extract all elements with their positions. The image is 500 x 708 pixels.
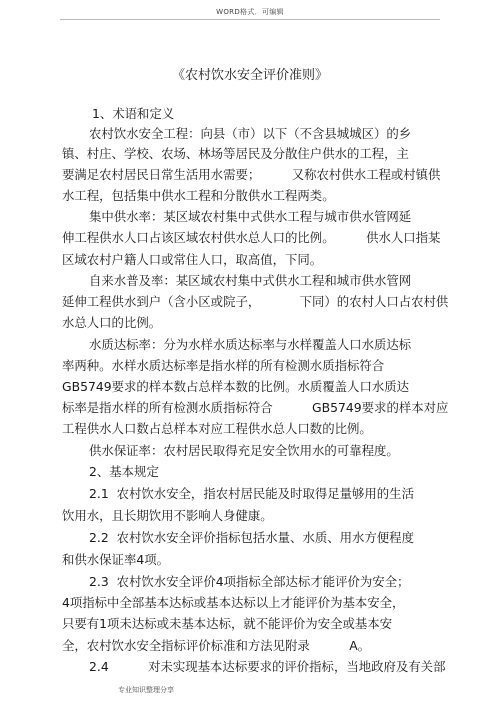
paragraph-line: 标率是指水样的所有检测水质指标符合 GB5749要求的样本对应: [62, 400, 449, 415]
section-heading-terms: 1、术语和定义: [92, 106, 175, 121]
paragraph-line: 伸工程供水人口占该区域农村供水总人口的比例。 供水人口指某: [62, 230, 441, 245]
paragraph-line: 只要有1项未达标或未基本达标，就不能评价为安全或基本安: [62, 616, 393, 631]
paragraph-line: 水总人口的比例。: [62, 315, 162, 330]
page-footer: 专业知识整理分享: [118, 686, 174, 694]
paragraph-line: GB5749要求的样本数占总样本数的比例。水质覆盖人口水质达: [62, 379, 410, 394]
paragraph-line: 镇、村庄、学校、农场、林场等居民及分散住户供水的工程，主: [62, 146, 409, 161]
paragraph-line: 2.3 农村饮水安全评价4项指标全部达标才能评价为安全；: [89, 574, 410, 589]
paragraph-line: 2.1 农村饮水安全，指农村居民能及时取得足量够用的生活: [89, 486, 414, 501]
section-heading-basic: 2、基本规定: [89, 464, 159, 479]
paragraph-line: 农村饮水安全工程：向县（市）以下（不含县城城区）的乡: [89, 126, 412, 141]
paragraph-line: 全，农村饮水安全指标评价标准和方法见附录 A。: [62, 638, 371, 653]
paragraph-line: 率两种。水样水质达标率是指水样的所有检测水质指标符合: [62, 358, 385, 373]
paragraph-line: 饮用水，且长期饮用不影响人身健康。: [62, 508, 273, 523]
paragraph-line: 自来水普及率：某区域农村集中式供水工程和城市供水管网: [89, 273, 412, 288]
document-title: 《农村饮水安全评价准则》: [171, 68, 328, 83]
page-header: [0, 0, 500, 22]
paragraph-line: 2.4 对未实现基本达标要求的评价指标，当地政府及有关部: [89, 659, 446, 674]
paragraph-line: 水工程，包括集中供水工程和分散供水工程两类。: [62, 188, 335, 203]
paragraph-line: 4项指标中全部基本达标或基本达标以上才能评价为基本安全，: [62, 595, 405, 610]
paragraph-line: 要满足农村居民日常生活用水需要； 又称农村供水工程或村镇供: [62, 167, 441, 182]
paragraph-line: 工程供水人口数占总样本对应工程供水总人口数的比例。: [62, 421, 372, 436]
header-text: WORD格式．可编辑: [216, 8, 284, 16]
paragraph-line: 2.2 农村饮水安全评价指标包括水量、水质、用水方便程度: [89, 530, 414, 545]
paragraph-line: 和供水保证率4项。: [62, 552, 170, 567]
paragraph-line: 集中供水率：某区域农村集中式供水工程与城市供水管网延: [89, 209, 412, 224]
paragraph-line: 延伸工程供水到户（含小区或院子， 下同）的农村人口占农村供: [62, 294, 449, 309]
paragraph-line: 水质达标率：分为水样水质达标率与水样覆盖人口水质达标: [89, 337, 412, 352]
header-rule: [60, 19, 440, 20]
paragraph-line: 区域农村户籍人口或常住人口，取高值，下同。: [62, 252, 323, 267]
paragraph-line: 供水保证率：农村居民取得充足安全饮用水的可靠程度。: [89, 443, 399, 458]
